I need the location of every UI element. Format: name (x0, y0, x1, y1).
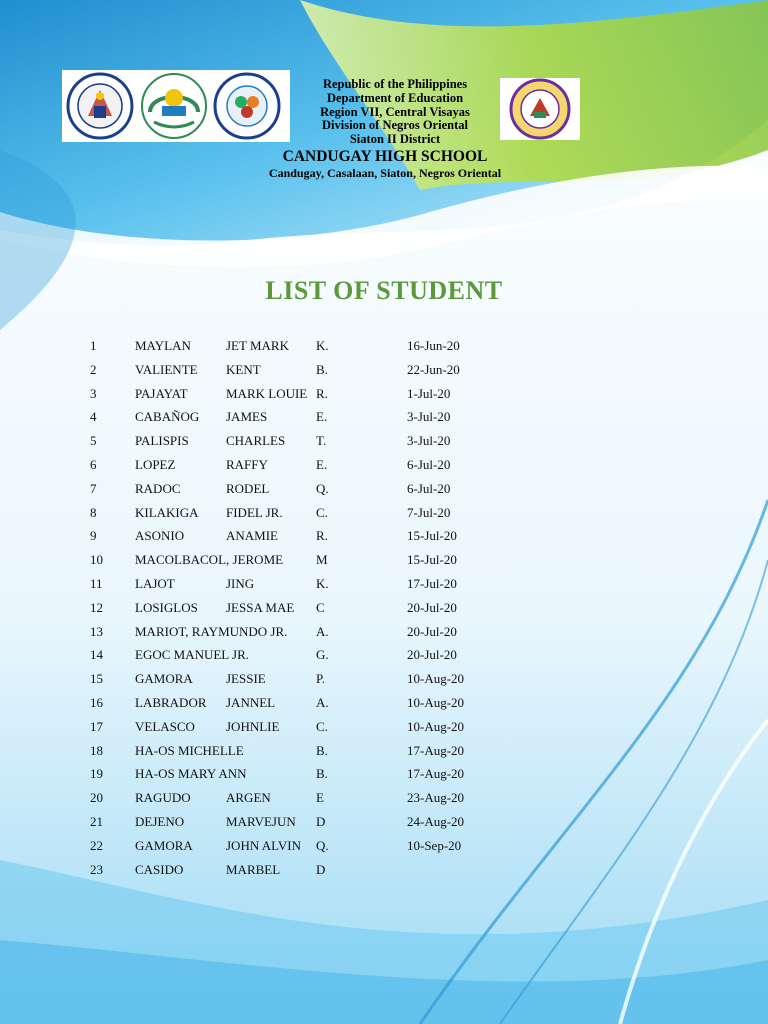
student-date: 17-Jul-20 (407, 575, 457, 591)
header-line-division: Division of Negros Oriental (322, 118, 468, 133)
student-middle-initial: K. (316, 338, 329, 353)
student-first-name: MARBEL (226, 861, 281, 877)
student-last-name: CASIDO (135, 861, 184, 877)
document-title: LIST OF STUDENT (265, 276, 503, 305)
student-number: 9 (90, 528, 97, 544)
student-first-name: JESSA MAE (226, 599, 295, 615)
student-middle-initial: Q. (316, 480, 329, 496)
student-middle-initial: K. (316, 575, 329, 591)
student-number: 13 (90, 623, 103, 639)
student-number: 1 (90, 338, 97, 353)
student-number: 4 (90, 409, 97, 425)
student-first-name: KENT (226, 361, 261, 377)
student-date: 16-Jun-20 (407, 338, 460, 353)
student-number: 5 (90, 433, 97, 449)
student-date: 7-Jul-20 (407, 504, 451, 520)
student-date: 23-Aug-20 (407, 790, 465, 806)
student-middle-initial: G. (316, 647, 329, 663)
student-date: 6-Jul-20 (407, 456, 451, 472)
student-last-name: RADOC (135, 480, 181, 496)
student-first-name: ANAMIE (226, 528, 278, 544)
student-middle-initial: E (316, 790, 324, 806)
student-last-name: GAMORA (135, 671, 193, 687)
student-first-name: JANNEL (226, 694, 276, 710)
student-last-name: HA-OS MARY ANN (135, 766, 247, 782)
student-first-name: JESSIE (226, 671, 266, 687)
student-middle-initial: Q. (316, 837, 329, 853)
header-line-region: Region VII, Central Visayas (320, 104, 470, 119)
school-address: Candugay, Casalaan, Siaton, Negros Oriental (268, 166, 502, 180)
student-number: 18 (90, 742, 103, 758)
student-middle-initial: B. (316, 361, 328, 377)
student-middle-initial: T. (316, 433, 327, 449)
student-middle-initial: E. (316, 456, 328, 472)
student-last-name: DEJENO (135, 813, 185, 829)
student-last-name: CABAÑOG (135, 409, 200, 425)
student-last-name: MACOLBACOL, JEROME (135, 552, 284, 568)
student-middle-initial: D (316, 861, 326, 877)
student-last-name: LOSIGLOS (135, 599, 198, 615)
student-last-name: EGOC MANUEL JR. (135, 647, 249, 663)
student-date: 6-Jul-20 (407, 480, 451, 496)
student-date: 3-Jul-20 (407, 409, 451, 425)
student-number: 7 (90, 480, 97, 496)
student-first-name: JAMES (226, 409, 268, 425)
student-number: 14 (90, 647, 103, 663)
student-date: 22-Jun-20 (407, 361, 460, 377)
student-date: 10-Aug-20 (407, 671, 465, 687)
deped-seal-icon (66, 72, 134, 140)
student-middle-initial: R. (316, 385, 328, 401)
student-last-name: LAJOT (135, 575, 175, 591)
student-last-name: PAJAYAT (135, 385, 188, 401)
student-number: 6 (90, 456, 97, 472)
student-last-name: ASONIO (135, 528, 185, 544)
student-middle-initial: R. (316, 528, 328, 544)
student-number: 3 (90, 385, 97, 401)
student-date: 20-Jul-20 (407, 623, 457, 639)
student-middle-initial: C. (316, 718, 328, 734)
student-date: 17-Aug-20 (407, 742, 465, 758)
student-middle-initial: C. (316, 504, 328, 520)
student-middle-initial: A. (316, 623, 329, 639)
student-number: 11 (90, 575, 103, 591)
student-date: 17-Aug-20 (407, 766, 465, 782)
student-date: 20-Jul-20 (407, 647, 457, 663)
student-number: 8 (90, 504, 97, 520)
student-date: 10-Sep-20 (407, 837, 462, 853)
student-first-name: JING (226, 575, 255, 591)
student-date: 1-Jul-20 (407, 385, 451, 401)
student-first-name: JOHN ALVIN (226, 837, 301, 853)
student-middle-initial: B. (316, 766, 328, 782)
student-last-name: PALISPIS (135, 433, 189, 449)
student-number: 20 (90, 790, 103, 806)
header-line-republic: Republic of the Philippines (322, 77, 468, 91)
student-date: 20-Jul-20 (407, 599, 457, 615)
student-middle-initial: A. (316, 694, 329, 710)
student-first-name: ARGEN (226, 790, 271, 806)
student-last-name: MARIOT, RAYMUNDO JR. (135, 623, 288, 639)
student-middle-initial: P. (316, 671, 326, 687)
student-middle-initial: B. (316, 742, 328, 758)
student-last-name: MAYLAN (135, 338, 191, 353)
student-middle-initial: E. (316, 409, 328, 425)
student-date: 3-Jul-20 (407, 433, 451, 449)
student-middle-initial: M (316, 552, 328, 568)
student-number: 15 (90, 671, 103, 687)
student-first-name: MARK LOUIE (226, 385, 308, 401)
student-first-name: RODEL (226, 480, 270, 496)
student-number: 12 (90, 599, 103, 615)
student-first-name: RAFFY (226, 456, 268, 472)
student-number: 10 (90, 552, 103, 568)
student-first-name: FIDEL JR. (226, 504, 283, 520)
student-last-name: LOPEZ (135, 456, 176, 472)
student-last-name: VELASCO (135, 718, 195, 734)
division-seal-icon (213, 72, 281, 140)
student-first-name: JET MARK (226, 338, 289, 353)
agency-header (290, 78, 500, 147)
region-vii-seal-icon (140, 72, 208, 140)
student-number: 16 (90, 694, 103, 710)
student-last-name: LABRADOR (135, 694, 207, 710)
student-last-name: VALIENTE (135, 361, 198, 377)
student-date: 15-Jul-20 (407, 528, 457, 544)
student-number: 22 (90, 837, 103, 853)
school-seal-icon (500, 78, 580, 140)
header-line-district: Siaton II District (349, 132, 441, 147)
student-number: 2 (90, 361, 97, 377)
student-number: 17 (90, 718, 103, 734)
student-last-name: KILAKIGA (135, 504, 199, 520)
student-date: 15-Jul-20 (407, 552, 457, 568)
student-number: 23 (90, 861, 103, 877)
student-middle-initial: C (316, 599, 325, 615)
student-date: 10-Aug-20 (407, 718, 465, 734)
student-last-name: HA-OS MICHELLE (135, 742, 244, 758)
school-name: CANDUGAY HIGH SCHOOL (282, 148, 488, 165)
student-last-name: RAGUDO (135, 790, 191, 806)
student-date: 24-Aug-20 (407, 813, 465, 829)
student-first-name: MARVEJUN (226, 813, 296, 829)
student-date: 10-Aug-20 (407, 694, 465, 710)
student-middle-initial: D (316, 813, 326, 829)
student-first-name: JOHNLIE (226, 718, 280, 734)
student-first-name: CHARLES (226, 433, 286, 449)
student-last-name: GAMORA (135, 837, 193, 853)
header-line-department: Department of Education (326, 90, 464, 105)
student-number: 21 (90, 813, 103, 829)
student-number: 19 (90, 766, 103, 782)
